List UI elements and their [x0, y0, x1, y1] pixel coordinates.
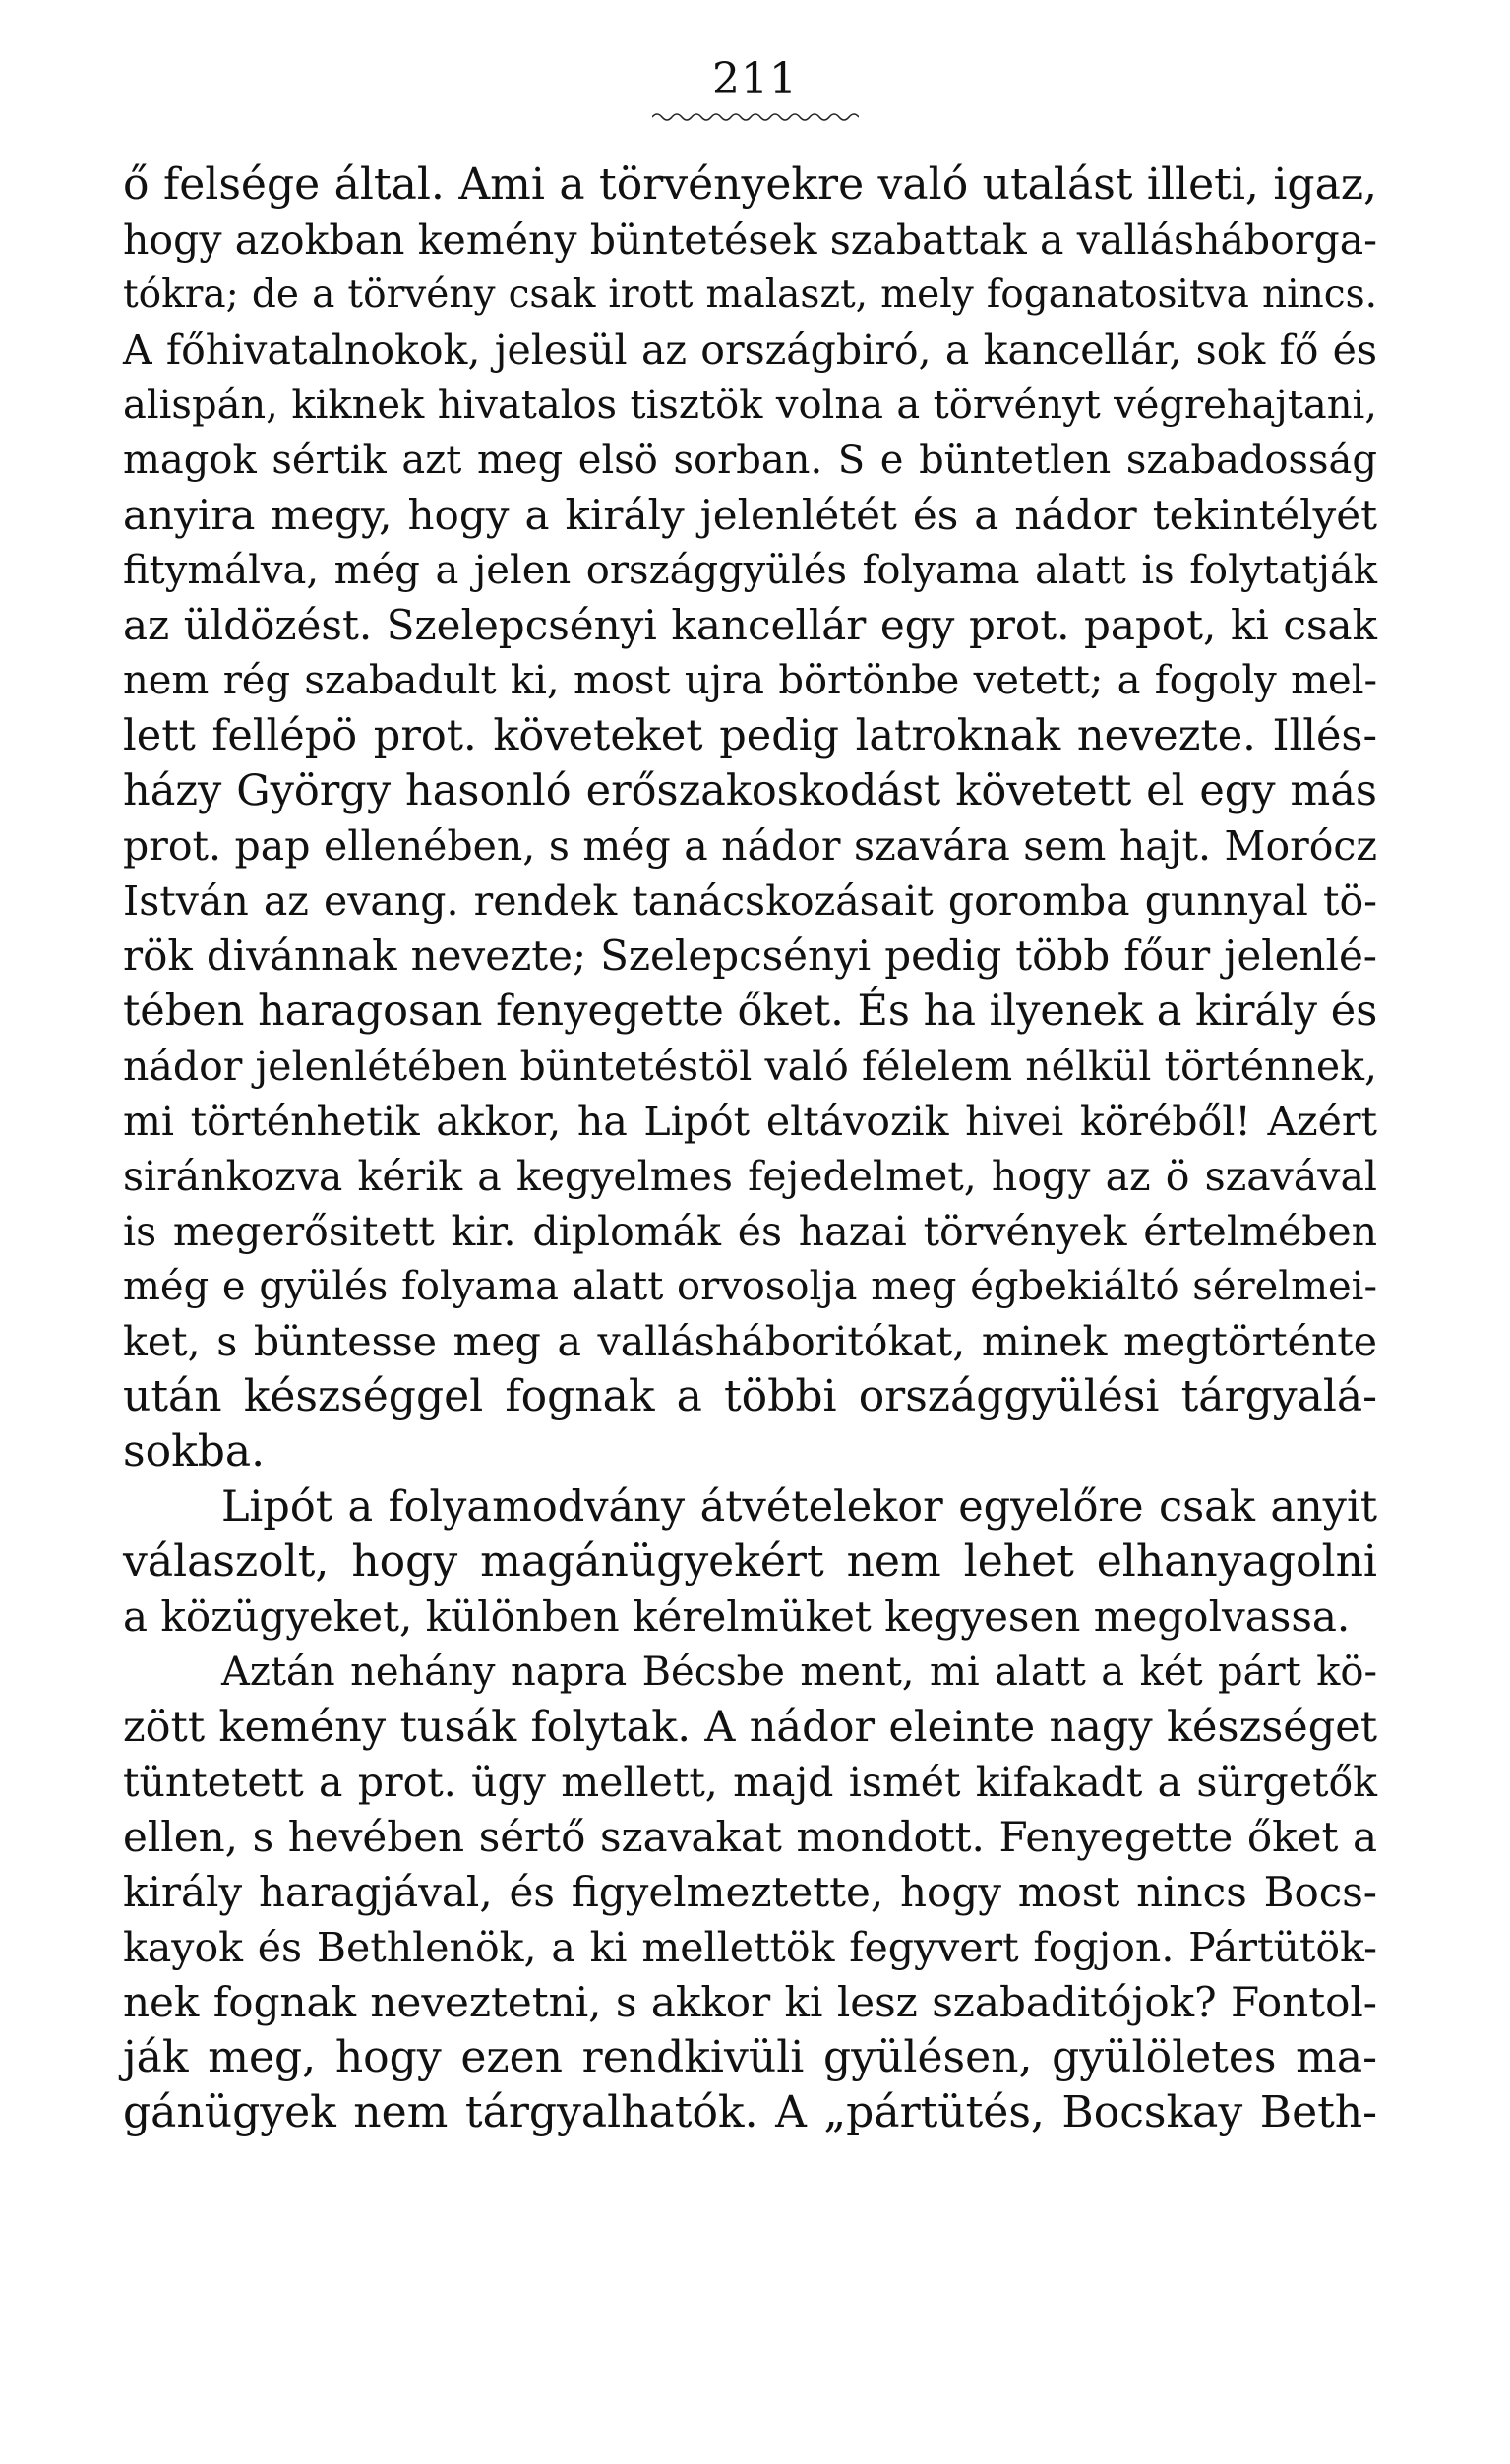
text-line: István az evang. rendek tanácskozásait goromba gunnyal tö- — [123, 877, 1377, 925]
text-line: nek fognak neveztetni, s akkor ki lesz szabaditójok? Fontol- — [123, 1978, 1377, 2026]
text-line: siránkozva kérik a kegyelmes fejedelmet, hogy az ö szavával — [123, 1153, 1377, 1200]
text-line: Aztán nehány napra Bécsbe ment, mi alatt a két párt kö- — [221, 1650, 1377, 1695]
wavy-rule-ornament-icon — [652, 111, 859, 123]
text-line: alispán, kiknek hivatalos tisztök volna a törvényt végrehajtani, — [123, 383, 1377, 428]
text-line: anyira megy, hogy a király jelenlétét és a nádor tekintélyét — [123, 491, 1377, 539]
text-line: ket, s büntesse meg a vallásháboritókat, minek megtörténte — [123, 1318, 1377, 1365]
text-line: fitymálva, még a jelen országgyülés folyama alatt is folytatják — [123, 548, 1377, 593]
text-line: a közügyeket, különben kérelmüket kegyesen megolvassa. — [123, 1593, 1351, 1641]
text-line: is megerősitett kir. diplomák és hazai törvények értelmében — [123, 1208, 1377, 1255]
page-number: 211 — [712, 54, 798, 104]
text-line: A főhivatalnokok, jelesül az országbiró, a kancellár, sok fő és — [123, 327, 1377, 374]
text-line: lett fellépö prot. követeket pedig latroknak nevezte. Illés- — [123, 711, 1377, 760]
text-line: hogy azokban kemény büntetések szabattak a vallásháborga- — [123, 216, 1377, 264]
page-header — [0, 54, 1510, 123]
body-text — [123, 157, 1377, 2140]
text-line: kayok és Bethlenök, a ki mellettök fegyvert fogjon. Pártütök- — [123, 1924, 1377, 1971]
text-line: ő felsége által. Ami a törvényekre való utalást illeti, igaz, — [123, 159, 1377, 210]
text-line: az üldözést. Szelepcsényi kancellár egy prot. papot, ki csak — [123, 601, 1377, 649]
text-line: tüntetett a prot. ügy mellett, majd ismét kifakadt a sürgetők — [123, 1759, 1377, 1806]
text-line: Lipót a folyamodvány átvételekor egyelőre csak anyit — [221, 1482, 1377, 1532]
text-line: nem rég szabadult ki, most ujra börtönbe vetett; a fogoly mel- — [123, 658, 1377, 703]
text-line: gánügyek nem tárgyalhatók. A „pártütés, Bocskay Beth- — [123, 2087, 1377, 2137]
text-line: tókra; de a törvény csak irott malaszt, mely foganatositva nincs. — [123, 272, 1377, 317]
text-line: válaszolt, hogy magánügyekért nem lehet elhanyagolni — [123, 1536, 1377, 1587]
text-line: házy György hasonló erőszakoskodást követett el egy más — [123, 766, 1377, 815]
text-line: ják meg, hogy ezen rendkivüli gyülésen, gyülöletes ma- — [123, 2032, 1377, 2082]
text-line: nádor jelenlétében büntetéstöl való félelem nélkül történnek, — [123, 1043, 1377, 1090]
text-line: még e gyülés folyama alatt orvosolja meg égbekiáltó sérelmei- — [123, 1264, 1377, 1309]
text-line: magok sértik azt meg elsö sorban. S e büntetlen szabadosság — [123, 438, 1377, 483]
text-line: mi történhetik akkor, ha Lipót eltávozik hivei köréből! Azért — [123, 1098, 1377, 1145]
text-line: király haragjával, és figyelmeztette, hogy most nincs Bocs- — [123, 1868, 1377, 1916]
text-line: ellen, s hevében sértő szavakat mondott. Fenyegette őket a — [123, 1813, 1377, 1861]
text-line: zött kemény tusák folytak. A nádor eleinte nagy készséget — [123, 1703, 1377, 1752]
text-line: prot. pap ellenében, s még a nádor szavára sem hajt. Morócz — [123, 822, 1377, 870]
text-line: sokba. — [123, 1426, 266, 1476]
text-line: rök divánnak nevezte; Szelepcsényi pedig több főur jelenlé- — [123, 932, 1377, 980]
text-line: után készséggel fognak a többi országgyülési tárgyalá- — [123, 1371, 1377, 1421]
text-line: tében haragosan fenyegette őket. És ha ilyenek a király és — [123, 987, 1378, 1036]
